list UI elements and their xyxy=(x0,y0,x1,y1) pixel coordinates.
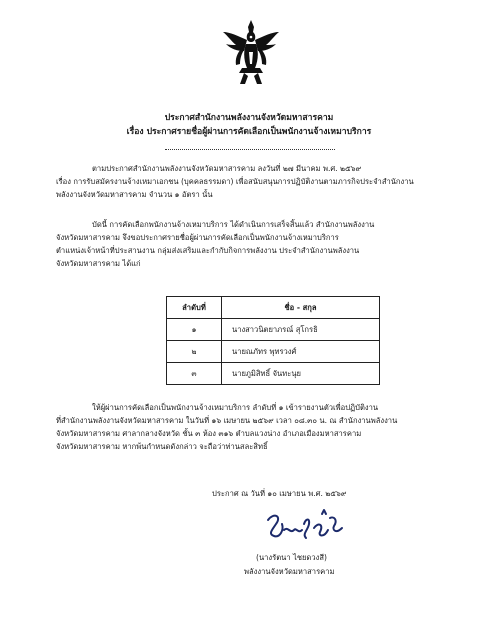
order-cell: ๓ xyxy=(167,363,222,385)
paragraph-1-line: พลังงานจังหวัดมหาสารคาม จำนวน ๑ อัตรา นั้น xyxy=(56,190,213,199)
document-title: ประกาศสำนักงานพลังงานจังหวัดมหาสารคาม xyxy=(164,113,334,123)
garuda-emblem-icon xyxy=(220,18,282,88)
title-divider xyxy=(165,149,335,150)
candidate-table xyxy=(166,296,380,385)
paragraph-2-line: จังหวัดมหาสารคาม ได้แก่ xyxy=(56,259,141,268)
paragraph-3-line: จังหวัดมหาสารคาม หากพ้นกำหนดดังกล่าว จะถือว่าท่านสละสิทธิ์ xyxy=(56,442,268,451)
table-row xyxy=(167,363,380,385)
signer-position: พลังงานจังหวัดมหาสารคาม xyxy=(244,567,335,576)
table-header-row xyxy=(167,297,380,319)
table-row xyxy=(167,341,380,363)
document-subject: เรื่อง ประกาศรายชื่อผู้ผ่านการคัดเลือกเป็นพนักงานจ้างเหมาบริการ xyxy=(126,127,372,137)
paragraph-2-line: ตำแหน่งเจ้าหน้าที่ประสานงาน กลุ่มส่งเสริมและกำกับกิจการพลังงาน ประจำสำนักงานพลังงาน xyxy=(56,246,360,255)
paragraph-1-line: เรื่อง การรับสมัครงานจ้างเหมาเอกชน (บุคคลธรรมดา) เพื่อสนับสนุนการปฏิบัติงานตามภารกิจประจำสำนักงาน xyxy=(56,177,414,186)
column-header-order: ลำดับที่ xyxy=(167,297,222,319)
paragraph-1-line: ตามประกาศสำนักงานพลังงานจังหวัดมหาสารคาม ลงวันที่ ๒๗ มีนาคม พ.ศ. ๒๕๖๙ xyxy=(92,164,362,173)
name-cell: นายณภัทร พุทรวงศ์ xyxy=(222,341,380,363)
order-cell: ๒ xyxy=(167,341,222,363)
signature-icon xyxy=(262,508,348,548)
paragraph-2-line: บัดนี้ การคัดเลือกพนักงานจ้างเหมาบริการ ได้ดำเนินการเสร็จสิ้นแล้ว สำนักงานพลังงาน xyxy=(92,220,375,229)
order-cell: ๑ xyxy=(167,319,222,341)
table-row xyxy=(167,319,380,341)
announcement-date: ประกาศ ณ วันที่ ๑๐ เมษายน พ.ศ. ๒๕๖๙ xyxy=(212,489,347,498)
name-cell: นายภูมิสิทธิ์ จันทะนุย xyxy=(222,363,380,385)
name-cell: นางสาวนิตยาภรณ์ สุโกรธิ xyxy=(222,319,380,341)
paragraph-3-line: จังหวัดมหาสารคาม ศาลากลางจังหวัด ชั้น ๓ ห้อง ๓๑๖ ตำบลแวงน่าง อำเภอเมืองมหาสารคาม xyxy=(56,429,362,438)
paragraph-2-line: จังหวัดมหาสารคาม จึงขอประกาศรายชื่อผู้ผ่านการคัดเลือกเป็นพนักงานจ้างเหมาบริการ xyxy=(56,233,339,242)
signer-name: (นางรัตนา ไชยดวงสี) xyxy=(256,553,327,562)
paragraph-3-line: ที่สำนักงานพลังงานจังหวัดมหาสารคาม ในวันที่ ๑๖ เมษายน ๒๕๖๙ เวลา ๐๘.๓๐ น. ณ สำนักงานพลังงาน xyxy=(56,416,398,425)
column-header-name: ชื่อ - สกุล xyxy=(222,297,380,319)
paragraph-3-line: ให้ผู้ผ่านการคัดเลือกเป็นพนักงานจ้างเหมาบริการ ลำดับที่ ๑ เข้ารายงานตัวเพื่อปฏิบัติงาน xyxy=(92,403,379,412)
